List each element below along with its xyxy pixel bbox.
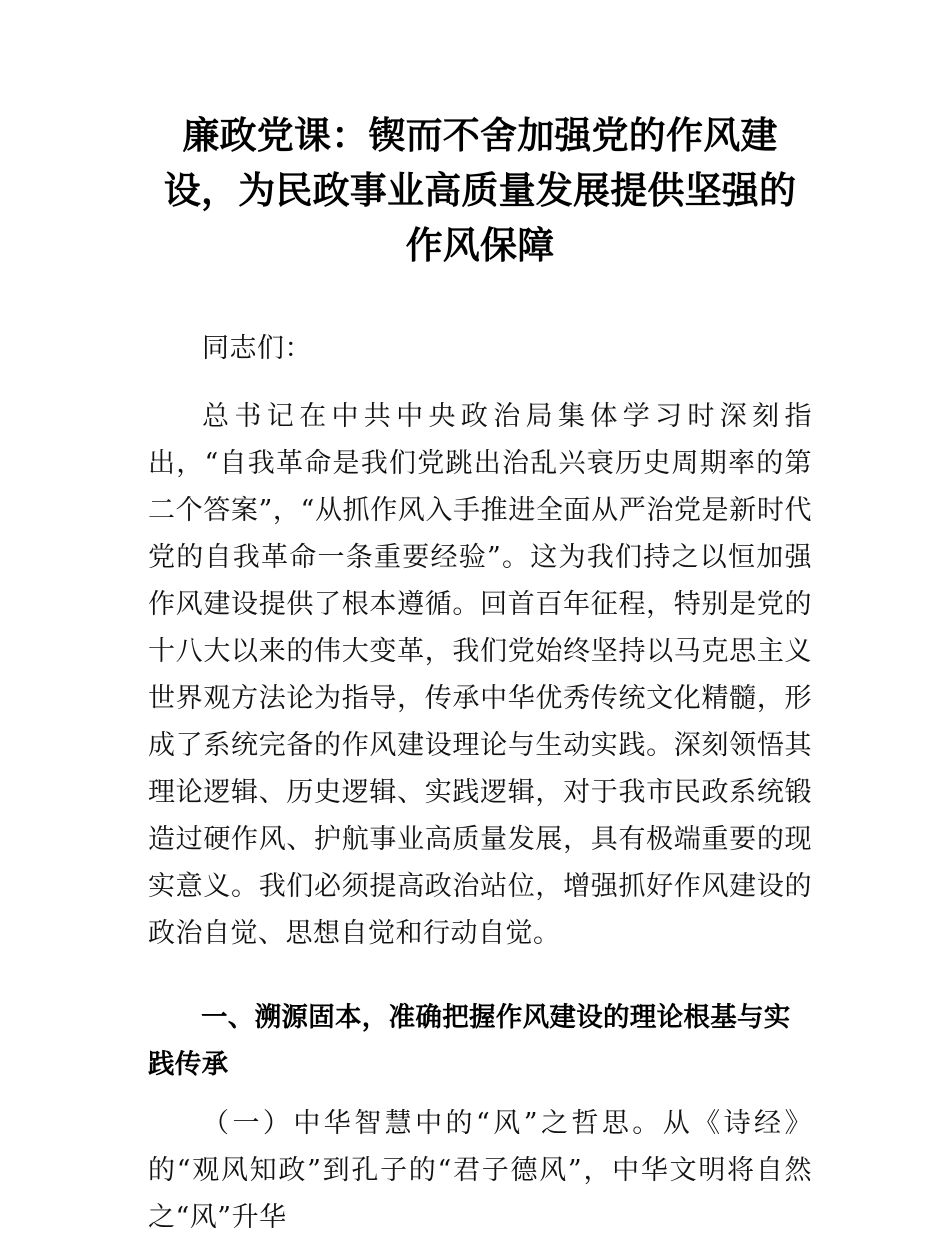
paragraph-opening: 总书记在中共中央政治局集体学习时深刻指出，“自我革命是我们党跳出治乱兴衰历史周期率的第二个答案”，“从抓作风入手推进全面从严治党是新时代党的自我革命一条重要经验”。这为我们持之以恒加强作风建设提供了根本遵循。回首百年征程，特别是党的十八大以来的伟大变革，我们党始终坚持以马克思主义世界观方法论为指导，传承中华优秀传统文化精髓，形成了系统完备的作风建设理论与生动实践。深刻领悟其理论逻辑、历史逻辑、实践逻辑，对于我市民政系统锻造过硬作风、护航事业高质量发展，具有极端重要的现实意义。我们必须提高政治站位，增强抓好作风建设的政治自觉、思想自觉和行动自觉。 <box>148 401 812 949</box>
subsection-paragraph-one: （一）中华智慧中的“风”之哲思。从《诗经》的“观风知政”到孔子的“君子德风”，中华文明将自然之“风”升华 <box>148 1108 812 1233</box>
salutation: 同志们： <box>202 333 312 364</box>
document-content <box>148 0 812 1241</box>
document-body <box>148 273 812 1241</box>
document-title: 廉政党课：锲而不舍加强党的作风建设，为民政事业高质量发展提供坚强的作风保障 <box>163 115 797 266</box>
section-heading-one: 一、溯源固本，准确把握作风建设的理论根基与实践传承 <box>148 1002 791 1079</box>
